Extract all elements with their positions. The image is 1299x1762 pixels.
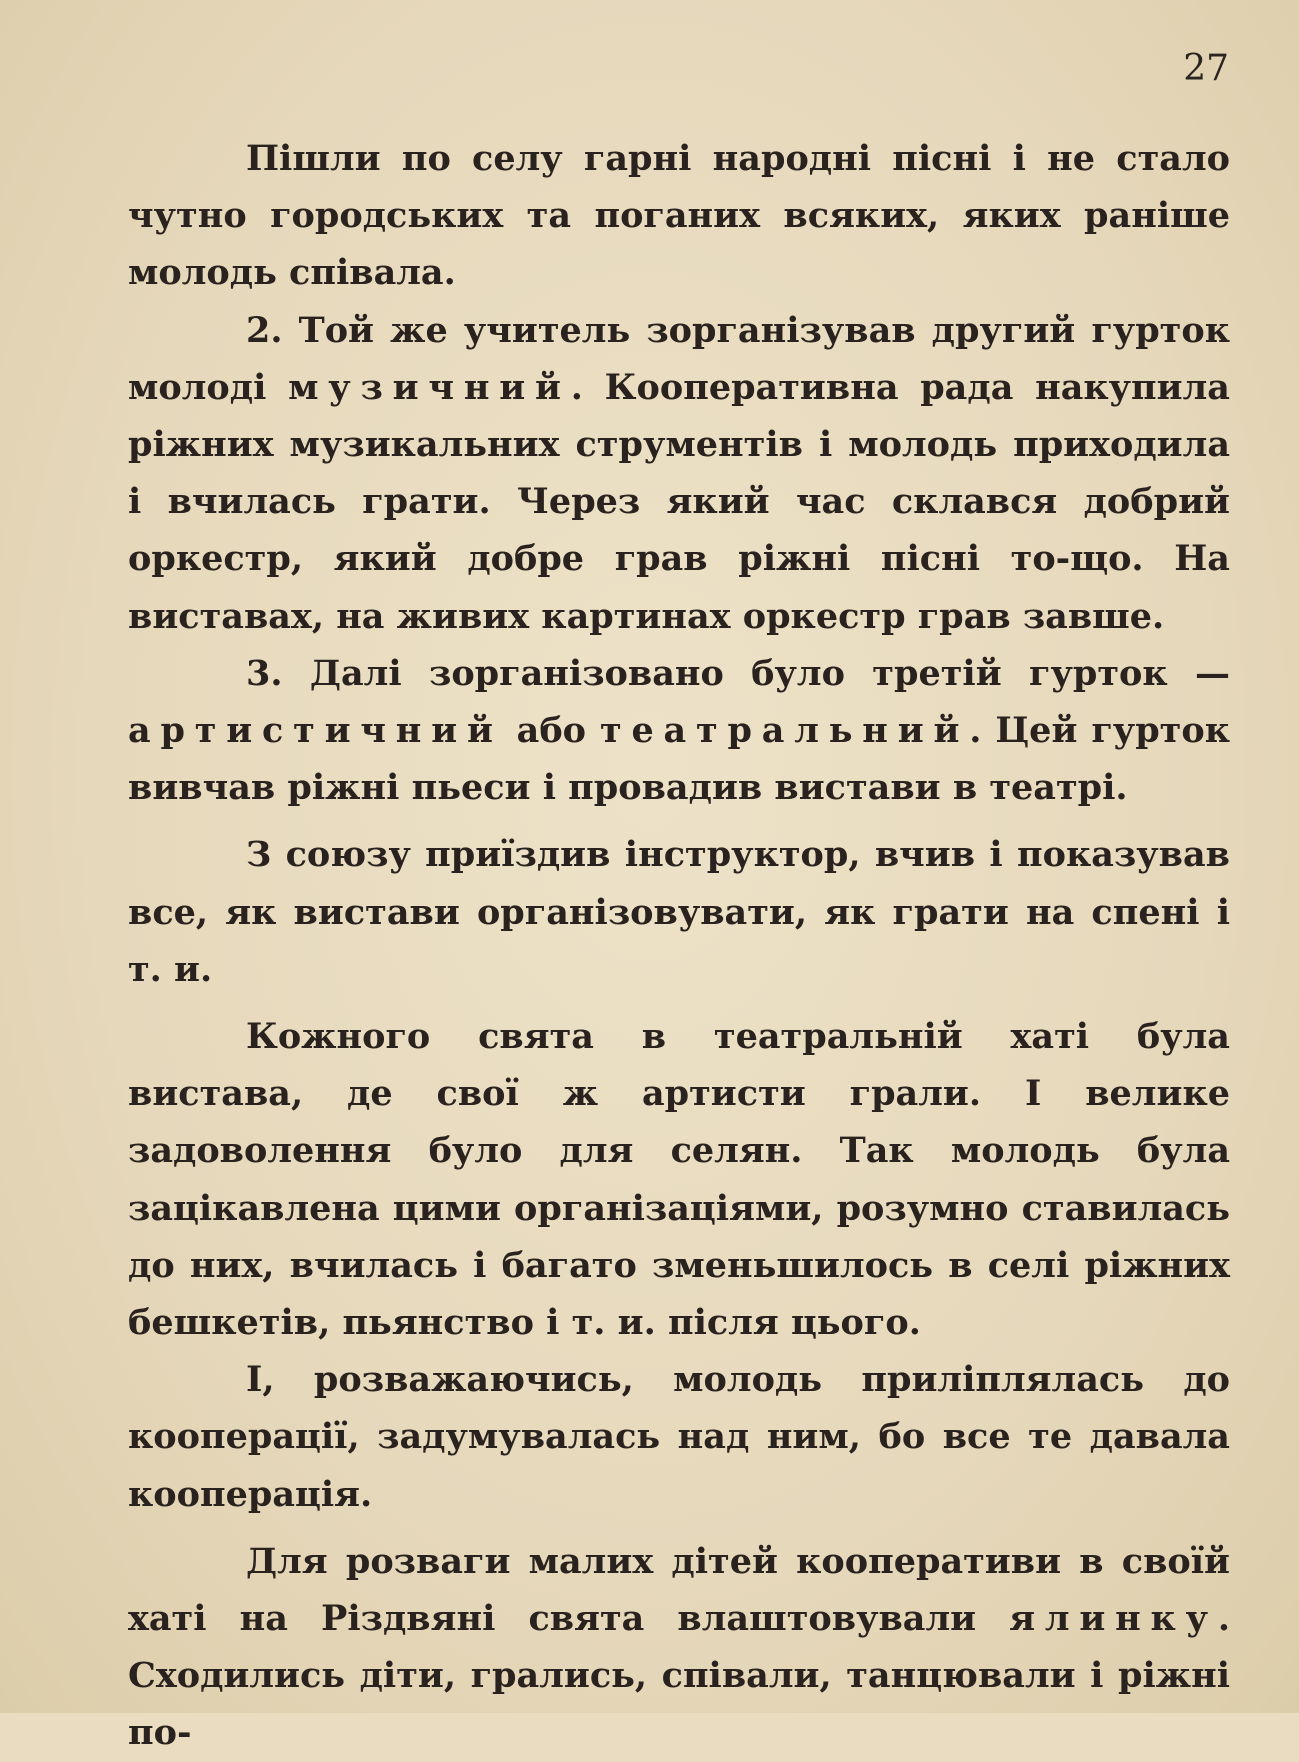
text-segment: Пішли по селу гарні народні пісні і не стало чутно городських та поганих всяких, яких раніше молодь співала. [128, 138, 1230, 294]
paragraph [128, 302, 1230, 645]
emphasized-text: ялинку [1009, 1598, 1218, 1640]
paragraph [128, 130, 1230, 302]
page-number: 27 [1183, 48, 1229, 89]
paragraph [128, 1008, 1230, 1351]
emphasized-text: театральний [599, 710, 970, 752]
text-segment: Для розваги малих дітей кооперативи в своїй хаті на Різдвяні свята влаштовували [128, 1540, 1230, 1640]
body-text [128, 130, 1230, 1762]
text-segment: . Сходились діти, грались, співали, танцювали і ріжні по- [128, 1598, 1230, 1754]
text-segment: . Кооперативна рада накупила ріжних музикальних струментів і молодь приходила і вчилась грати. Через який час склався добрий оркестр, який добре грав ріжні пісні то-що. На виставах, на живих картинах оркестр грав завше. [128, 366, 1230, 637]
emphasized-text: артистичний [128, 710, 503, 752]
text-segment: І, розважаючись, молодь приліплялась до кооперації, задумувалась над ним, бо все те давала кооперація. [128, 1359, 1230, 1515]
paragraph [128, 645, 1230, 817]
paragraph [128, 826, 1230, 998]
text-segment: або [502, 710, 600, 752]
text-segment: 2. Той же учитель зорганізував другий гурток молоді [128, 309, 1230, 408]
paragraph [128, 1351, 1230, 1523]
paragraph [128, 1533, 1230, 1762]
emphasized-text: музичний [288, 366, 571, 408]
text-segment: . Цей гурток вивчав ріжні пьеси і провадив вистави в театрі. [128, 710, 1230, 809]
text-segment: 3. Далі зорганізовано було третій гурток — [246, 652, 1230, 694]
text-segment: З союзу приїздив інструктор, вчив і показував все, як вистави організовувати, як грати на спені і т. и. [128, 834, 1230, 990]
text-segment: Кожного свята в театральній хаті була вистава, де свої ж артисти грали. І велике задоволення було для селян. Так молодь була зацікавлена цими організаціями, розумно ставилась до них, вчилась і багато зменьшилось в селі ріжних бешкетів, пьянство і т. и. після цього. [128, 1016, 1230, 1344]
